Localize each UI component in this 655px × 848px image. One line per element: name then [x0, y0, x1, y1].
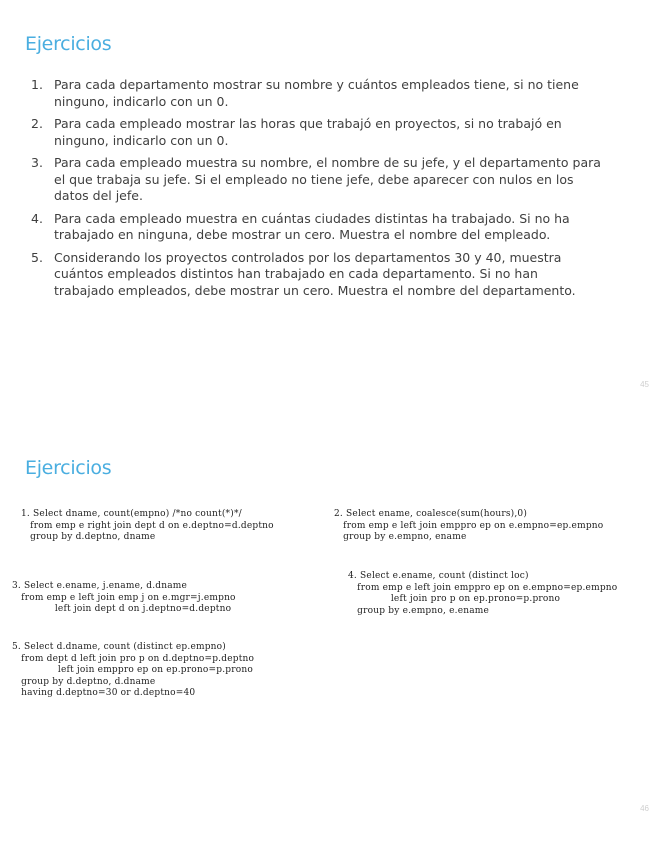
page-number: 46	[640, 804, 649, 813]
exercise-text: Considerando los proyectos controlados por los departamentos 30 y 40, muestra cuántos empleados distintos han trabajado en cada departamento. Si no han trabajado empleados, debe mostrar un cero. Muestra el nombre del departamento.	[54, 249, 576, 298]
exercise-item	[31, 155, 601, 205]
exercise-text: Para cada empleado muestra su nombre, el nombre de su jefe, y el departamento para el que trabaja su jefe. Si el empleado no tiene jefe, debe aparecer con nulos en los datos del jefe.	[54, 155, 601, 203]
sql-query-4: 4. Select e.ename, count (distinct loc) from emp e left join emppro ep on e.empno=ep.empno left join pro p on ep.prono=p.prono group by e.empno, e.ename	[348, 571, 618, 616]
slide-exercises-statements	[0, 0, 655, 400]
sql-query-1: 1. Select dname, count(empno) /*no count(*)*/ from emp e right join dept d on e.deptno=d.deptno group by d.deptno, dname	[21, 509, 274, 542]
exercise-text: Para cada empleado muestra en cuántas ciudades distintas ha trabajado. Si no ha trabajado en ninguna, debe mostrar un cero. Muestra el nombre del empleado.	[54, 210, 570, 242]
sql-query-3: 3. Select e.ename, j.ename, d.dname from emp e left join emp j on e.mgr=j.empno left join dept d on j.deptno=d.deptno	[12, 581, 236, 614]
exercise-number: 3.	[31, 155, 43, 170]
exercise-number: 4.	[31, 210, 43, 226]
slide-title: Ejercicios	[25, 457, 112, 479]
exercise-text: Para cada empleado mostrar las horas que trabajó en proyectos, si no trabajó en ninguno, indicarlo con un 0.	[54, 116, 562, 148]
exercise-item	[31, 211, 601, 244]
exercise-item	[31, 77, 601, 110]
sql-query-2: 2. Select ename, coalesce(sum(hours),0) from emp e left join emppro ep on e.empno=ep.empno group by e.empno, ename	[334, 509, 604, 542]
exercise-number: 5.	[31, 249, 43, 265]
exercise-list	[31, 77, 601, 305]
exercise-number: 1.	[31, 77, 43, 92]
slide-exercises-solutions	[0, 424, 655, 848]
slide-title: Ejercicios	[25, 33, 112, 55]
sql-query-5: 5. Select d.dname, count (distinct ep.empno) from dept d left join pro p on d.deptno=p.deptno left join emppro ep on ep.prono=p.prono group by d.deptno, d.dname having d.deptno=30 or d.deptno=40	[12, 642, 255, 698]
exercise-item	[31, 116, 601, 149]
exercise-text: Para cada departamento mostrar su nombre y cuántos empleados tiene, si no tiene ninguno, indicarlo con un 0.	[54, 77, 579, 109]
exercise-item	[31, 250, 601, 300]
page-number: 45	[640, 380, 649, 389]
exercise-number: 2.	[31, 116, 43, 131]
